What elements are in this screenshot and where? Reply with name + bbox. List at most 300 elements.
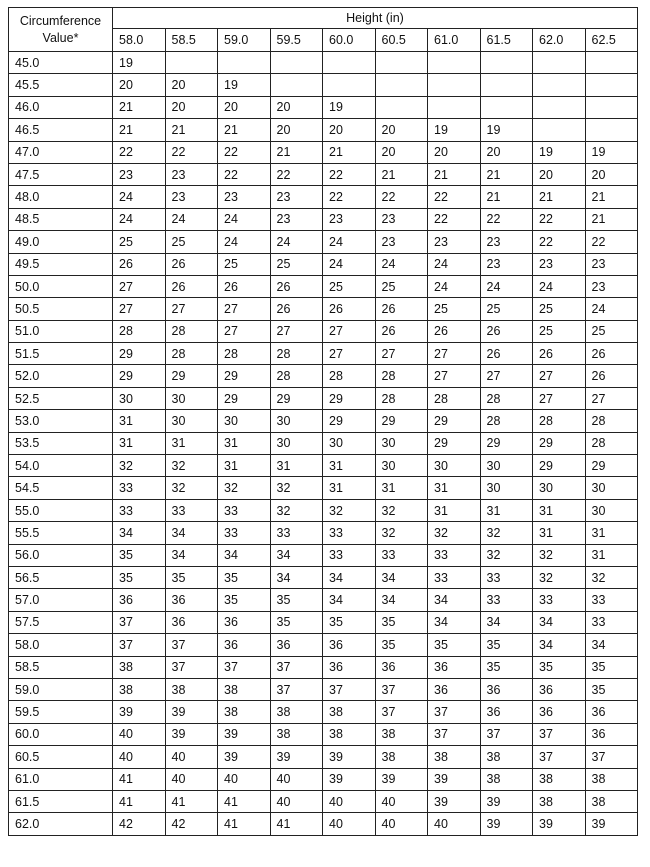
table-cell: 25 xyxy=(270,253,323,275)
table-cell: 24 xyxy=(270,231,323,253)
table-cell: 31 xyxy=(533,499,586,521)
table-cell: 31 xyxy=(113,410,166,432)
table-cell: 35 xyxy=(480,656,533,678)
table-cell: 41 xyxy=(113,790,166,812)
height-column-header: 58.5 xyxy=(165,29,218,52)
circumference-value: 54.0 xyxy=(9,455,113,477)
circumference-value: 61.0 xyxy=(9,768,113,790)
table-cell: 35 xyxy=(375,634,428,656)
table-row xyxy=(9,701,638,723)
table-cell: 33 xyxy=(113,499,166,521)
table-cell: 40 xyxy=(113,723,166,745)
table-cell: 26 xyxy=(480,343,533,365)
circumference-value: 46.0 xyxy=(9,96,113,118)
table-cell: 34 xyxy=(165,544,218,566)
table-cell: 25 xyxy=(113,231,166,253)
table-cell: 23 xyxy=(165,186,218,208)
table-cell: 21 xyxy=(585,186,638,208)
table-cell: 29 xyxy=(113,343,166,365)
table-cell: 33 xyxy=(218,499,271,521)
table-cell: 28 xyxy=(165,343,218,365)
table-cell: 29 xyxy=(165,365,218,387)
table-row xyxy=(9,813,638,835)
table-cell: 35 xyxy=(375,611,428,633)
table-cell: 22 xyxy=(165,141,218,163)
table-cell: 34 xyxy=(533,611,586,633)
table-cell: 32 xyxy=(165,455,218,477)
table-row xyxy=(9,275,638,297)
table-cell: 39 xyxy=(533,813,586,835)
table-cell: 23 xyxy=(375,231,428,253)
table-cell: 38 xyxy=(375,723,428,745)
table-cell: 21 xyxy=(480,186,533,208)
table-cell: 30 xyxy=(428,455,481,477)
table-row xyxy=(9,544,638,566)
table-cell: 40 xyxy=(375,813,428,835)
table-cell: 25 xyxy=(218,253,271,275)
table-cell: 33 xyxy=(428,566,481,588)
table-cell: 37 xyxy=(428,723,481,745)
body-fat-table xyxy=(8,7,638,836)
table-cell: 31 xyxy=(323,477,376,499)
table-cell xyxy=(428,52,481,74)
table-cell: 34 xyxy=(323,589,376,611)
table-row xyxy=(9,566,638,588)
table-cell: 19 xyxy=(585,141,638,163)
table-cell: 30 xyxy=(480,455,533,477)
table-cell: 34 xyxy=(375,566,428,588)
table-cell: 19 xyxy=(113,52,166,74)
table-cell: 25 xyxy=(323,275,376,297)
table-cell: 21 xyxy=(480,163,533,185)
table-row xyxy=(9,723,638,745)
table-row xyxy=(9,634,638,656)
table-cell: 30 xyxy=(585,499,638,521)
table-cell: 21 xyxy=(113,119,166,141)
table-cell: 39 xyxy=(218,723,271,745)
table-cell: 34 xyxy=(428,611,481,633)
table-cell xyxy=(533,52,586,74)
circumference-value: 53.0 xyxy=(9,410,113,432)
table-cell: 39 xyxy=(480,790,533,812)
table-cell: 32 xyxy=(480,544,533,566)
table-cell: 40 xyxy=(375,790,428,812)
table-row xyxy=(9,119,638,141)
circumference-value: 60.5 xyxy=(9,746,113,768)
table-cell: 31 xyxy=(585,522,638,544)
table-cell: 24 xyxy=(323,231,376,253)
table-cell: 38 xyxy=(323,701,376,723)
table-row xyxy=(9,365,638,387)
circumference-value: 48.5 xyxy=(9,208,113,230)
table-cell: 28 xyxy=(323,365,376,387)
table-cell: 28 xyxy=(480,410,533,432)
circumference-value: 48.0 xyxy=(9,186,113,208)
table-cell: 32 xyxy=(270,499,323,521)
height-column-header: 61.5 xyxy=(480,29,533,52)
table-cell: 23 xyxy=(270,208,323,230)
table-cell: 31 xyxy=(323,455,376,477)
table-cell: 40 xyxy=(323,813,376,835)
circumference-value: 47.5 xyxy=(9,163,113,185)
table-row xyxy=(9,96,638,118)
table-cell: 21 xyxy=(323,141,376,163)
table-cell: 37 xyxy=(375,678,428,700)
table-cell: 32 xyxy=(375,499,428,521)
table-row xyxy=(9,52,638,74)
table-cell: 24 xyxy=(375,253,428,275)
table-cell: 40 xyxy=(113,746,166,768)
table-row xyxy=(9,432,638,454)
table-cell: 30 xyxy=(585,477,638,499)
table-cell: 25 xyxy=(480,298,533,320)
table-cell: 38 xyxy=(270,723,323,745)
table-cell: 35 xyxy=(585,678,638,700)
table-cell: 37 xyxy=(113,611,166,633)
table-row xyxy=(9,790,638,812)
table-cell: 24 xyxy=(165,208,218,230)
table-cell: 33 xyxy=(218,522,271,544)
height-column-header: 60.5 xyxy=(375,29,428,52)
table-cell: 22 xyxy=(533,231,586,253)
table-cell: 26 xyxy=(113,253,166,275)
table-cell: 30 xyxy=(270,410,323,432)
circumference-value: 52.5 xyxy=(9,387,113,409)
table-cell: 35 xyxy=(218,566,271,588)
table-cell: 33 xyxy=(533,589,586,611)
table-header xyxy=(9,8,638,52)
table-cell xyxy=(375,96,428,118)
circumference-value: 62.0 xyxy=(9,813,113,835)
table-cell: 23 xyxy=(428,231,481,253)
table-cell: 31 xyxy=(533,522,586,544)
table-cell: 26 xyxy=(585,343,638,365)
table-cell: 22 xyxy=(218,141,271,163)
circumference-value: 56.0 xyxy=(9,544,113,566)
table-cell: 37 xyxy=(533,746,586,768)
table-cell: 20 xyxy=(375,119,428,141)
table-cell: 40 xyxy=(270,790,323,812)
table-cell: 29 xyxy=(218,365,271,387)
table-cell: 30 xyxy=(533,477,586,499)
table-cell: 37 xyxy=(270,656,323,678)
table-cell: 37 xyxy=(375,701,428,723)
table-cell: 23 xyxy=(585,275,638,297)
table-cell xyxy=(375,74,428,96)
circumference-value: 60.0 xyxy=(9,723,113,745)
table-cell: 22 xyxy=(375,186,428,208)
table-cell: 40 xyxy=(428,813,481,835)
table-cell: 29 xyxy=(375,410,428,432)
table-cell: 36 xyxy=(480,678,533,700)
table-cell: 25 xyxy=(428,298,481,320)
table-cell: 30 xyxy=(375,455,428,477)
table-row xyxy=(9,656,638,678)
table-cell: 32 xyxy=(480,522,533,544)
height-group-header: Height (in) xyxy=(113,8,638,29)
table-cell: 20 xyxy=(375,141,428,163)
table-cell: 32 xyxy=(533,544,586,566)
table-cell: 24 xyxy=(533,275,586,297)
table-cell xyxy=(165,52,218,74)
table-cell: 36 xyxy=(375,656,428,678)
table-cell: 38 xyxy=(113,656,166,678)
table-cell: 32 xyxy=(428,522,481,544)
table-cell: 36 xyxy=(323,656,376,678)
table-cell: 29 xyxy=(323,387,376,409)
table-cell: 35 xyxy=(533,656,586,678)
table-cell: 37 xyxy=(165,656,218,678)
table-cell: 25 xyxy=(585,320,638,342)
table-cell: 32 xyxy=(218,477,271,499)
circumference-value: 45.5 xyxy=(9,74,113,96)
table-cell: 39 xyxy=(585,813,638,835)
table-cell: 32 xyxy=(533,566,586,588)
table-row xyxy=(9,298,638,320)
table-cell: 22 xyxy=(480,208,533,230)
circumference-value: 51.5 xyxy=(9,343,113,365)
table-row xyxy=(9,477,638,499)
table-cell: 37 xyxy=(270,678,323,700)
table-cell: 39 xyxy=(218,746,271,768)
table-cell: 23 xyxy=(375,208,428,230)
table-cell: 34 xyxy=(375,589,428,611)
table-cell: 31 xyxy=(113,432,166,454)
table-cell: 38 xyxy=(480,746,533,768)
table-cell: 34 xyxy=(480,611,533,633)
table-cell: 31 xyxy=(428,477,481,499)
table-cell: 20 xyxy=(585,163,638,185)
table-cell: 24 xyxy=(113,186,166,208)
table-cell: 35 xyxy=(165,566,218,588)
table-cell: 33 xyxy=(480,566,533,588)
table-cell: 33 xyxy=(165,499,218,521)
table-cell: 29 xyxy=(533,455,586,477)
table-cell: 35 xyxy=(323,611,376,633)
table-cell: 20 xyxy=(270,96,323,118)
table-cell: 32 xyxy=(375,522,428,544)
table-row xyxy=(9,163,638,185)
table-cell: 42 xyxy=(113,813,166,835)
table-cell: 36 xyxy=(218,611,271,633)
table-cell: 23 xyxy=(218,186,271,208)
table-row xyxy=(9,522,638,544)
table-cell: 27 xyxy=(113,298,166,320)
table-cell: 27 xyxy=(428,343,481,365)
table-cell: 31 xyxy=(428,499,481,521)
table-cell: 28 xyxy=(218,343,271,365)
table-cell: 42 xyxy=(165,813,218,835)
table-cell: 34 xyxy=(323,566,376,588)
table-cell: 23 xyxy=(323,208,376,230)
table-row xyxy=(9,141,638,163)
table-cell xyxy=(270,52,323,74)
table-cell xyxy=(323,74,376,96)
table-cell: 31 xyxy=(375,477,428,499)
table-cell: 27 xyxy=(533,387,586,409)
height-column-header: 58.0 xyxy=(113,29,166,52)
table-cell: 37 xyxy=(480,723,533,745)
table-cell: 30 xyxy=(375,432,428,454)
table-cell: 28 xyxy=(113,320,166,342)
circumference-value: 58.0 xyxy=(9,634,113,656)
table-cell: 22 xyxy=(428,186,481,208)
table-cell: 29 xyxy=(218,387,271,409)
table-cell: 24 xyxy=(585,298,638,320)
table-cell: 30 xyxy=(113,387,166,409)
table-cell: 33 xyxy=(323,544,376,566)
table-cell: 38 xyxy=(428,746,481,768)
table-cell: 23 xyxy=(480,253,533,275)
table-cell: 20 xyxy=(533,163,586,185)
table-cell: 21 xyxy=(375,163,428,185)
height-column-header: 62.0 xyxy=(533,29,586,52)
table-cell: 40 xyxy=(270,768,323,790)
table-cell: 34 xyxy=(270,566,323,588)
table-cell: 25 xyxy=(375,275,428,297)
table-cell: 29 xyxy=(585,455,638,477)
table-cell: 32 xyxy=(113,455,166,477)
table-cell: 20 xyxy=(428,141,481,163)
height-column-header: 60.0 xyxy=(323,29,376,52)
table-cell: 26 xyxy=(165,253,218,275)
table-cell: 20 xyxy=(270,119,323,141)
table-cell: 24 xyxy=(428,253,481,275)
table-cell: 22 xyxy=(428,208,481,230)
table-cell: 27 xyxy=(428,365,481,387)
table-cell: 28 xyxy=(533,410,586,432)
circumference-value: 54.5 xyxy=(9,477,113,499)
table-cell: 26 xyxy=(585,365,638,387)
table-cell: 21 xyxy=(585,208,638,230)
table-cell: 26 xyxy=(533,343,586,365)
table-cell: 20 xyxy=(218,96,271,118)
height-column-header: 59.5 xyxy=(270,29,323,52)
table-cell: 20 xyxy=(113,74,166,96)
table-cell: 34 xyxy=(533,634,586,656)
table-cell: 24 xyxy=(218,208,271,230)
table-cell: 34 xyxy=(218,544,271,566)
table-cell: 37 xyxy=(165,634,218,656)
table-cell: 31 xyxy=(270,455,323,477)
table-cell: 31 xyxy=(165,432,218,454)
table-cell: 38 xyxy=(585,790,638,812)
table-cell: 20 xyxy=(165,96,218,118)
table-cell xyxy=(533,119,586,141)
table-cell: 39 xyxy=(323,768,376,790)
table-cell: 29 xyxy=(270,387,323,409)
table-row xyxy=(9,208,638,230)
table-cell: 31 xyxy=(218,455,271,477)
circumference-value: 53.5 xyxy=(9,432,113,454)
table-cell: 22 xyxy=(323,163,376,185)
table-cell: 36 xyxy=(585,723,638,745)
table-cell xyxy=(323,52,376,74)
table-cell: 24 xyxy=(480,275,533,297)
table-cell: 38 xyxy=(533,790,586,812)
table-cell: 26 xyxy=(218,275,271,297)
table-cell: 36 xyxy=(113,589,166,611)
table-cell: 41 xyxy=(113,768,166,790)
table-cell: 40 xyxy=(165,768,218,790)
table-cell: 27 xyxy=(533,365,586,387)
table-row xyxy=(9,611,638,633)
table-cell: 26 xyxy=(165,275,218,297)
table-cell: 29 xyxy=(533,432,586,454)
circumference-value: 55.5 xyxy=(9,522,113,544)
circumference-header-line2: Value* xyxy=(42,30,79,45)
table-cell: 35 xyxy=(480,634,533,656)
table-cell xyxy=(480,74,533,96)
table-cell: 38 xyxy=(218,701,271,723)
table-cell: 37 xyxy=(533,723,586,745)
table-cell: 37 xyxy=(113,634,166,656)
table-cell xyxy=(585,96,638,118)
table-cell: 40 xyxy=(218,768,271,790)
table-cell: 28 xyxy=(480,387,533,409)
table-cell: 27 xyxy=(585,387,638,409)
table-cell: 27 xyxy=(480,365,533,387)
table-cell: 34 xyxy=(270,544,323,566)
table-cell: 36 xyxy=(218,634,271,656)
table-cell: 30 xyxy=(165,387,218,409)
table-cell: 22 xyxy=(218,163,271,185)
table-cell: 38 xyxy=(533,768,586,790)
table-cell: 25 xyxy=(165,231,218,253)
table-cell: 22 xyxy=(323,186,376,208)
table-cell: 25 xyxy=(533,320,586,342)
table-cell: 40 xyxy=(165,746,218,768)
table-cell: 39 xyxy=(323,746,376,768)
circumference-header-line1: Circumference xyxy=(19,13,102,28)
table-cell: 27 xyxy=(218,320,271,342)
table-cell: 24 xyxy=(323,253,376,275)
circumference-value: 49.5 xyxy=(9,253,113,275)
height-column-header: 61.0 xyxy=(428,29,481,52)
table-cell xyxy=(428,96,481,118)
table-cell: 27 xyxy=(323,320,376,342)
table-cell: 35 xyxy=(218,589,271,611)
table-cell: 39 xyxy=(113,701,166,723)
table-cell: 22 xyxy=(113,141,166,163)
table-cell: 31 xyxy=(480,499,533,521)
table-cell: 26 xyxy=(480,320,533,342)
table-cell xyxy=(428,74,481,96)
table-cell: 32 xyxy=(165,477,218,499)
table-cell: 36 xyxy=(165,611,218,633)
table-cell: 23 xyxy=(585,253,638,275)
table-cell xyxy=(270,74,323,96)
table-cell: 27 xyxy=(375,343,428,365)
table-cell: 35 xyxy=(270,611,323,633)
table-cell: 28 xyxy=(375,365,428,387)
table-cell: 29 xyxy=(113,365,166,387)
table-cell xyxy=(533,74,586,96)
table-cell: 21 xyxy=(165,119,218,141)
table-cell: 31 xyxy=(585,544,638,566)
circumference-value: 51.0 xyxy=(9,320,113,342)
table-cell: 39 xyxy=(375,768,428,790)
table-cell: 37 xyxy=(323,678,376,700)
table-cell xyxy=(218,52,271,74)
table-cell: 21 xyxy=(533,186,586,208)
table-cell: 19 xyxy=(323,96,376,118)
table-cell: 33 xyxy=(113,477,166,499)
table-cell: 41 xyxy=(218,813,271,835)
table-cell: 36 xyxy=(480,701,533,723)
table-cell: 28 xyxy=(375,387,428,409)
table-cell: 22 xyxy=(533,208,586,230)
